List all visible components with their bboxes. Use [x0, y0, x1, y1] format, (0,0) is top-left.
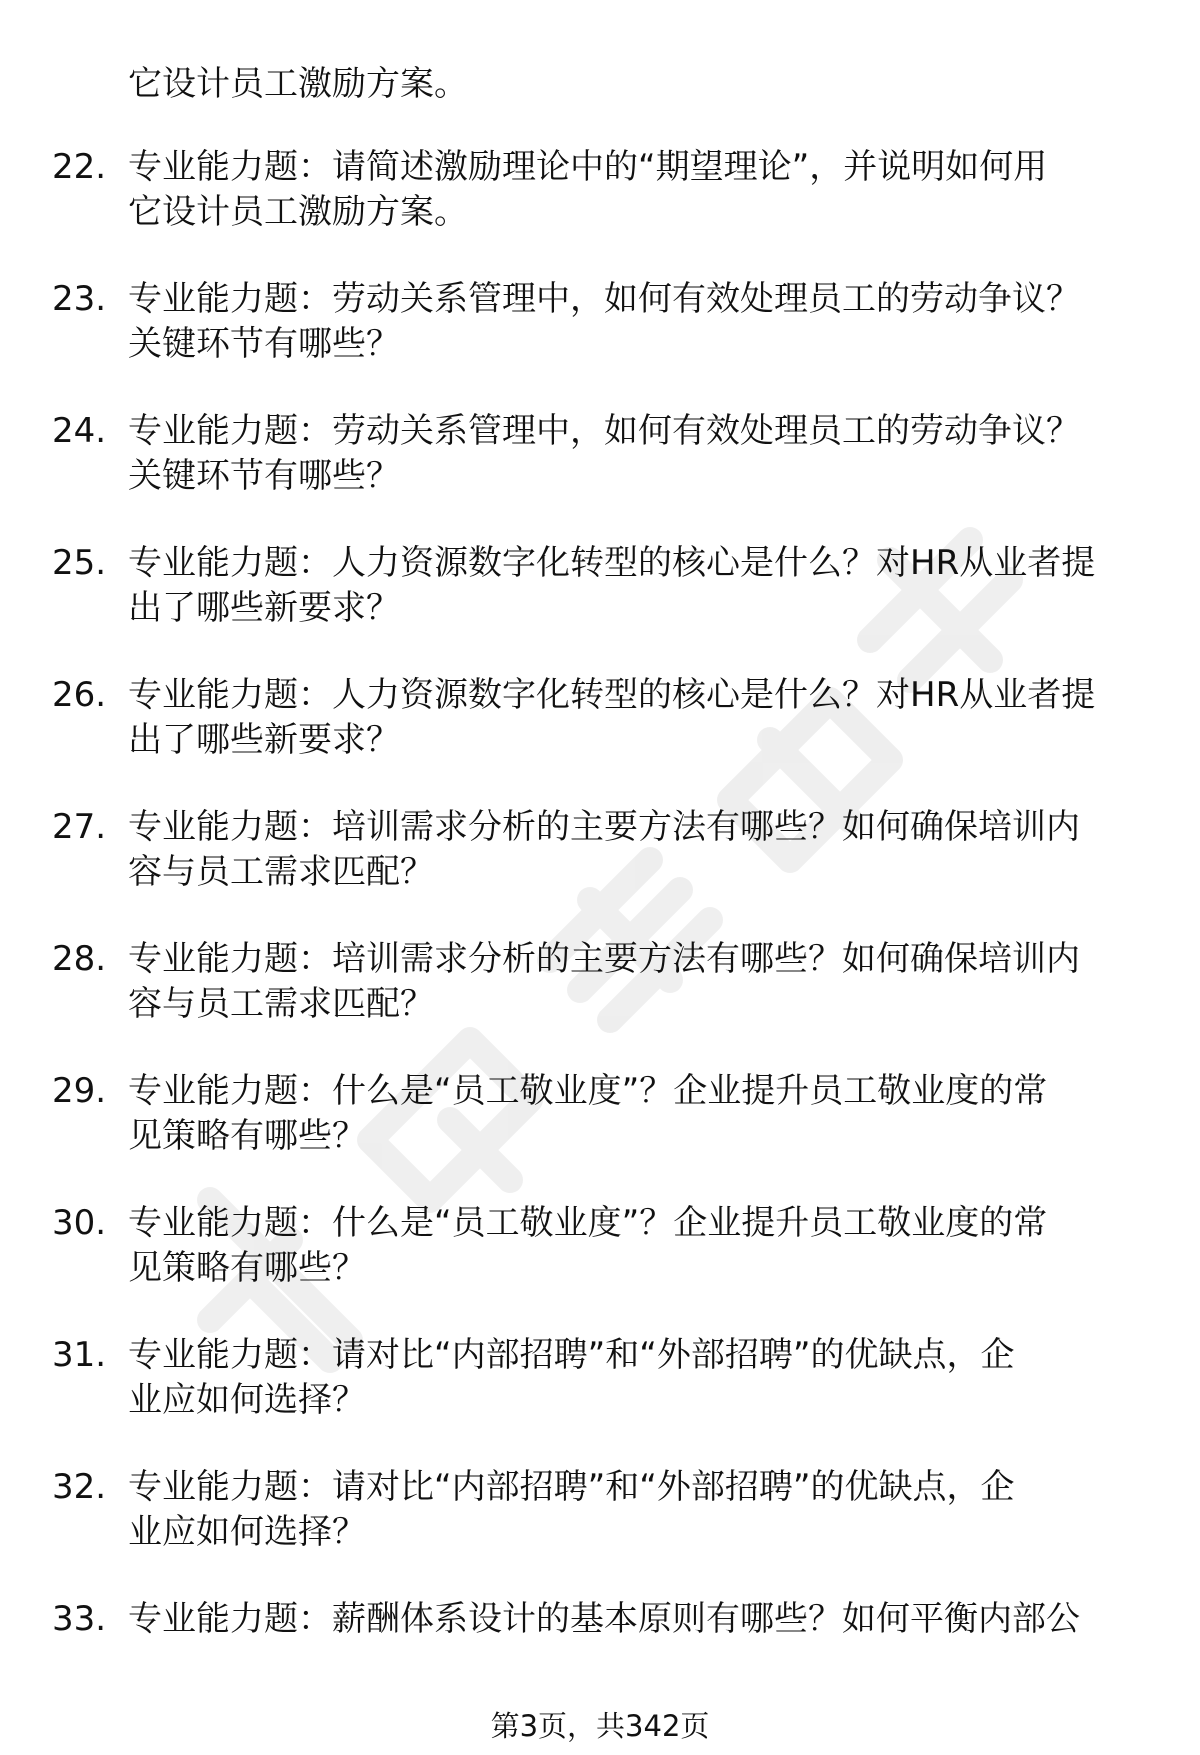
question-text-line: 专业能力题：劳动关系管理中，如何有效处理员工的劳动争议？ — [128, 411, 1080, 451]
list-item — [0, 145, 1200, 277]
list-item — [0, 805, 1200, 937]
question-text-line: 专业能力题：培训需求分析的主要方法有哪些？如何确保培训内 — [128, 939, 1080, 979]
question-number: 31. — [52, 1335, 107, 1375]
question-text-line: 它设计员工激励方案。 — [128, 192, 468, 232]
question-text-line: 容与员工需求匹配？ — [128, 984, 434, 1024]
list-item — [0, 277, 1200, 409]
question-number: 27. — [52, 807, 107, 847]
question-number: 24. — [52, 411, 107, 451]
question-text-line: 专业能力题：人力资源数字化转型的核心是什么？对HR从业者提 — [128, 543, 1096, 583]
question-text-line: 专业能力题：培训需求分析的主要方法有哪些？如何确保培训内 — [128, 807, 1080, 847]
question-list — [0, 145, 1200, 1729]
question-text-line: 专业能力题：人力资源数字化转型的核心是什么？对HR从业者提 — [128, 675, 1096, 715]
page-footer: 第3页，共342页 — [490, 1709, 710, 1743]
list-item — [0, 1465, 1200, 1597]
question-number: 32. — [52, 1467, 107, 1507]
question-number: 28. — [52, 939, 107, 979]
question-text-line: 见策略有哪些？ — [128, 1116, 366, 1156]
question-text-line: 出了哪些新要求？ — [128, 720, 400, 760]
question-text-line: 专业能力题：请对比“内部招聘”和“外部招聘”的优缺点，企 — [128, 1467, 1015, 1507]
question-number: 23. — [52, 279, 107, 319]
question-text-line: 专业能力题：什么是“员工敬业度”？企业提升员工敬业度的常 — [128, 1203, 1048, 1243]
question-text-line: 专业能力题：劳动关系管理中，如何有效处理员工的劳动争议？ — [128, 279, 1080, 319]
question-text-line: 专业能力题：薪酬体系设计的基本原则有哪些？如何平衡内部公 — [128, 1599, 1080, 1639]
question-text-line: 关键环节有哪些？ — [128, 324, 400, 364]
question-text-line: 专业能力题：请简述激励理论中的“期望理论”，并说明如何用 — [128, 147, 1048, 187]
question-text-line: 见策略有哪些？ — [128, 1248, 366, 1288]
list-item — [0, 1069, 1200, 1201]
question-text-line: 出了哪些新要求？ — [128, 588, 400, 628]
question-number: 33. — [52, 1599, 107, 1639]
question-number: 26. — [52, 675, 107, 715]
list-item — [0, 1333, 1200, 1465]
list-item — [0, 937, 1200, 1069]
list-item — [0, 541, 1200, 673]
question-number: 22. — [52, 147, 107, 187]
question-text-line: 专业能力题：请对比“内部招聘”和“外部招聘”的优缺点，企 — [128, 1335, 1015, 1375]
question-text-line: 专业能力题：什么是“员工敬业度”？企业提升员工敬业度的常 — [128, 1071, 1048, 1111]
question-text-line: 关键环节有哪些？ — [128, 456, 400, 496]
question-text-line: 容与员工需求匹配？ — [128, 852, 434, 892]
question-text-line: 业应如何选择？ — [128, 1380, 366, 1420]
list-item — [0, 673, 1200, 805]
list-item — [0, 409, 1200, 541]
question-number: 30. — [52, 1203, 107, 1243]
question-text-line: 业应如何选择？ — [128, 1512, 366, 1552]
question-number: 25. — [52, 543, 107, 583]
list-item — [0, 1201, 1200, 1333]
question-number: 29. — [52, 1071, 107, 1111]
continuation-text: 它设计员工激励方案。 — [128, 64, 468, 104]
